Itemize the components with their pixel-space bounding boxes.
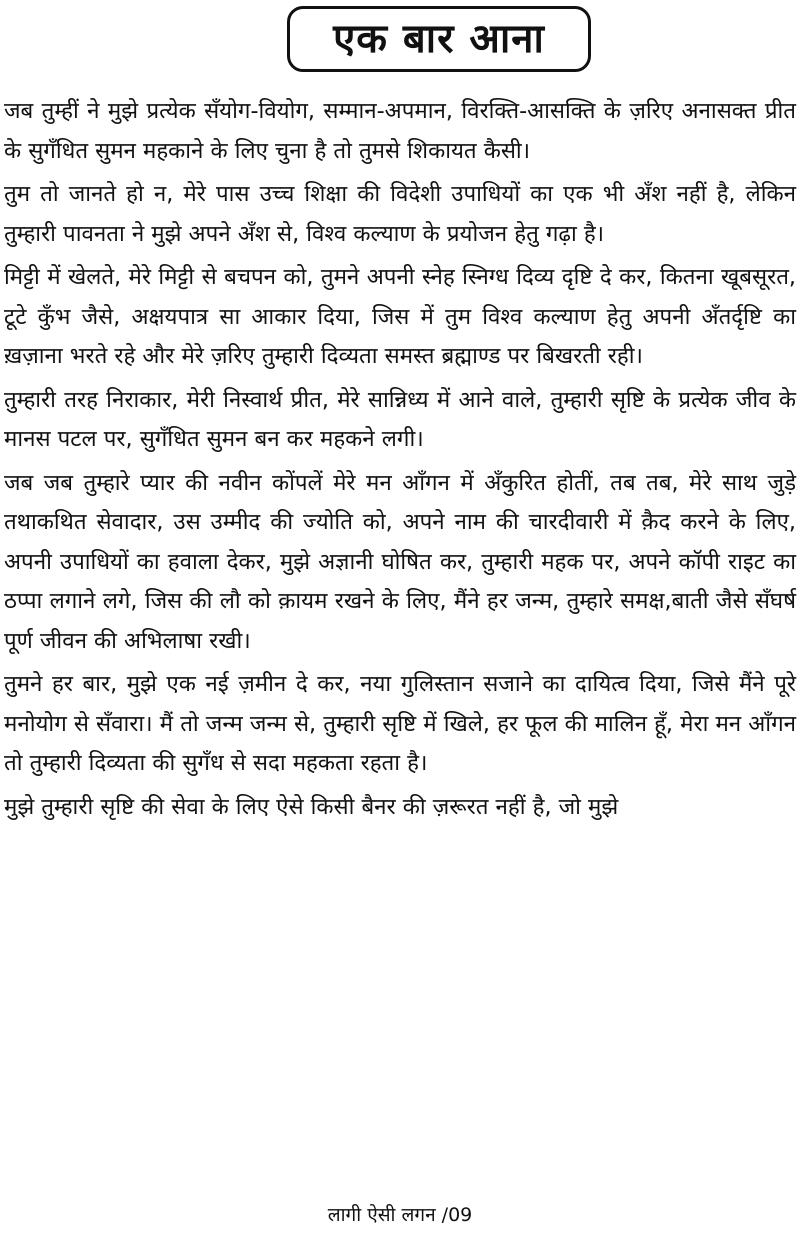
paragraph-5: जब जब तुम्हारे प्यार की नवीन कोंपलें मेरे मन आँगन में अँकुरित होतीं, तब तब, मेरे साथ जुड़े तथाकथित सेवादार, उस उम्मीद की ज्योति को, अपने नाम की चारदीवारी में क़ैद करने के लिए, अपनी उपाधियों का हवाला देकर, मुझे अज्ञानी घोषित कर, तुम्हारी महक पर, अपने कॉपी राइट का ठप्पा लगाने लगे, जिस की लौ को क़ायम रखने के लिए, मैंने हर जन्म, तुम्हारे समक्ष,बाती जैसे सँघर्ष पूर्ण जीवन की अभिलाषा रखी। — [4, 469, 796, 654]
paragraph-1: जब तुम्हीं ने मुझे प्रत्येक सँयोग-वियोग, सम्मान-अपमान, विरक्ति-आसक्ति के ज़रिए अनासक्त प्रीत के सुगँधित सुमन महकाने के लिए चुना है तो तुमसे शिकायत कैसी। — [4, 98, 796, 164]
paragraph-7: मुझे तुम्हारी सृष्टि की सेवा के लिए ऐसे किसी बैनर की ज़रूरत नहीं है, जो मुझे — [4, 793, 619, 820]
paragraph-3: मिट्टी में खेलते, मेरे मिट्टी से बचपन को, तुमने अपनी स्नेह स्निग्ध दिव्य दृष्टि दे कर, कितना खूबसूरत, टूटे कुँभ जैसे, अक्षयपात्र सा आकार दिया, जिस में तुम विश्व कल्याण हेतु अपनी अँतर्दृष्टि का ख़ज़ाना भरते रहे और मेरे ज़रिए तुम्हारी दिव्यता समस्त ब्रह्माण्ड पर बिखरती रही। — [4, 264, 797, 369]
paragraph-2: तुम तो जानते हो न, मेरे पास उच्च शिक्षा की विदेशी उपाधियों का एक भी अँश नहीं है, लेकिन तुम्हारी पावनता ने मुझे अपने अँश से, विश्व कल्याण के प्रयोजन हेतु गढ़ा है। — [4, 181, 796, 247]
paragraph-6: तुमने हर बार, मुझे एक नई ज़मीन दे कर, नया गुलिस्तान सजाने का दायित्व दिया, जिसे मैंने पूरे मनोयोग से सँवारा। मैं तो जन्म जन्म से, तुम्हारी सृष्टि में खिले, हर फूल की मालिन हूँ, मेरा मन आँगन तो तुम्हारी दिव्यता की सुगँध से सदा महकता रहता है। — [4, 671, 796, 776]
page-footer: लागी ऐसी लगन /09 — [327, 1204, 473, 1226]
title-frame — [287, 6, 591, 72]
paragraph-4: तुम्हारी तरह निराकार, मेरी निस्वार्थ प्रीत, मेरे सान्निध्य में आने वाले, तुम्हारी सृष्टि के प्रत्येक जीव के मानस पटल पर, सुगँधित सुमन बन कर महकने लगी। — [4, 386, 796, 452]
body-text — [4, 92, 796, 831]
page-title: एक बार आना — [333, 16, 545, 62]
